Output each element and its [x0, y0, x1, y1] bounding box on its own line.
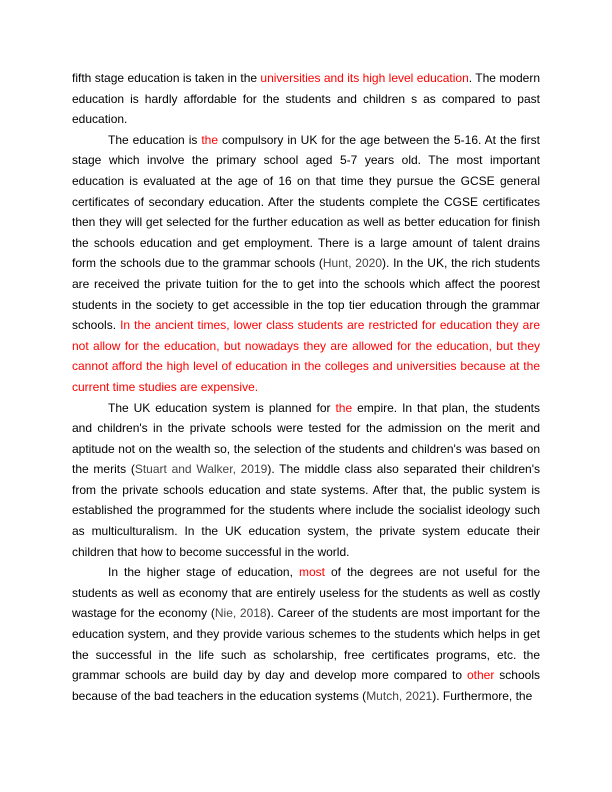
text-run: The UK education system is planned for — [108, 400, 336, 415]
text-run: compulsory in UK for the age between the 5-16. At the first stage which involve the primary school aged 5-7 years old. The most important education is evaluated at the age of 16 on that time they pursue the GCSE general certificates of secondary education. After the students complete the CGSE certificates then they will get selected for the further education as well as better education for finish the schools education and get employment. There is a large amount of talent drains form the schools due to the grammar schools ( — [72, 132, 540, 271]
highlighted-text: most — [298, 565, 325, 580]
highlighted-text: the — [201, 132, 219, 147]
text-run: In the higher stage of education, — [108, 565, 299, 580]
highlighted-text: universities and its high level education — [260, 71, 469, 85]
text-run: fifth stage education is taken in the — [72, 71, 261, 85]
document-page — [72, 68, 540, 706]
text-run: ). In the UK, the rich students are received the private tuition for the to get into the schools which affect the poorest students in the society to get accessible in the top tier education through the grammar schools. — [72, 256, 540, 333]
text-run: empire. In that plan, the students and children's in the private schools were tested for the admission on the merit and aptitude not on the wealth so, the selection of the students and children's was based on the merits ( — [72, 400, 540, 477]
citation: Hunt, 2020 — [322, 256, 382, 271]
paragraph-2 — [72, 130, 540, 398]
citation: Stuart and Walker, 2019 — [134, 462, 268, 477]
citation: Nie, 2018 — [214, 606, 267, 621]
highlighted-text: other — [466, 668, 495, 683]
text-run: schools because of the bad teachers in the education systems ( — [72, 668, 540, 703]
citation: Mutch, 2021 — [366, 688, 433, 703]
text-run: ). Career of the students are most important for the education system, and they provide various schemes to the students which helps in get the successful in the life such as scholarship, free certificates programs, etc. the grammar schools are build day by day and develop more compared to — [72, 606, 541, 683]
paragraph-4 — [72, 562, 540, 706]
highlighted-text: the — [335, 400, 353, 415]
paragraph-3 — [72, 398, 540, 563]
text-run: ). Furthermore, the — [432, 688, 533, 703]
text-run: ). The middle class also separated their children's from the private schools education and state systems. After that, the public system is established the programmed for the students where include the socialist ideology such as multiculturalism. In the UK education system, the private system educate their children that how to become successful in the world. — [72, 462, 540, 559]
text-run: . The modern education is hardly affordable for the students and children s as compared to past education. — [72, 71, 541, 127]
paragraph-1 — [72, 68, 540, 130]
text-run: The education is — [108, 132, 202, 147]
text-run: of the degrees are not useful for the students as well as economy that are entirely useless for the students as well as costly wastage for the economy ( — [72, 565, 540, 621]
highlighted-text: In the ancient times, lower class students are restricted for education they are not allow for the education, but nowadays they are allowed for the education, but they cannot afford the high level of education in the colleges and universities because at the current time studies are expensive. — [72, 318, 540, 394]
